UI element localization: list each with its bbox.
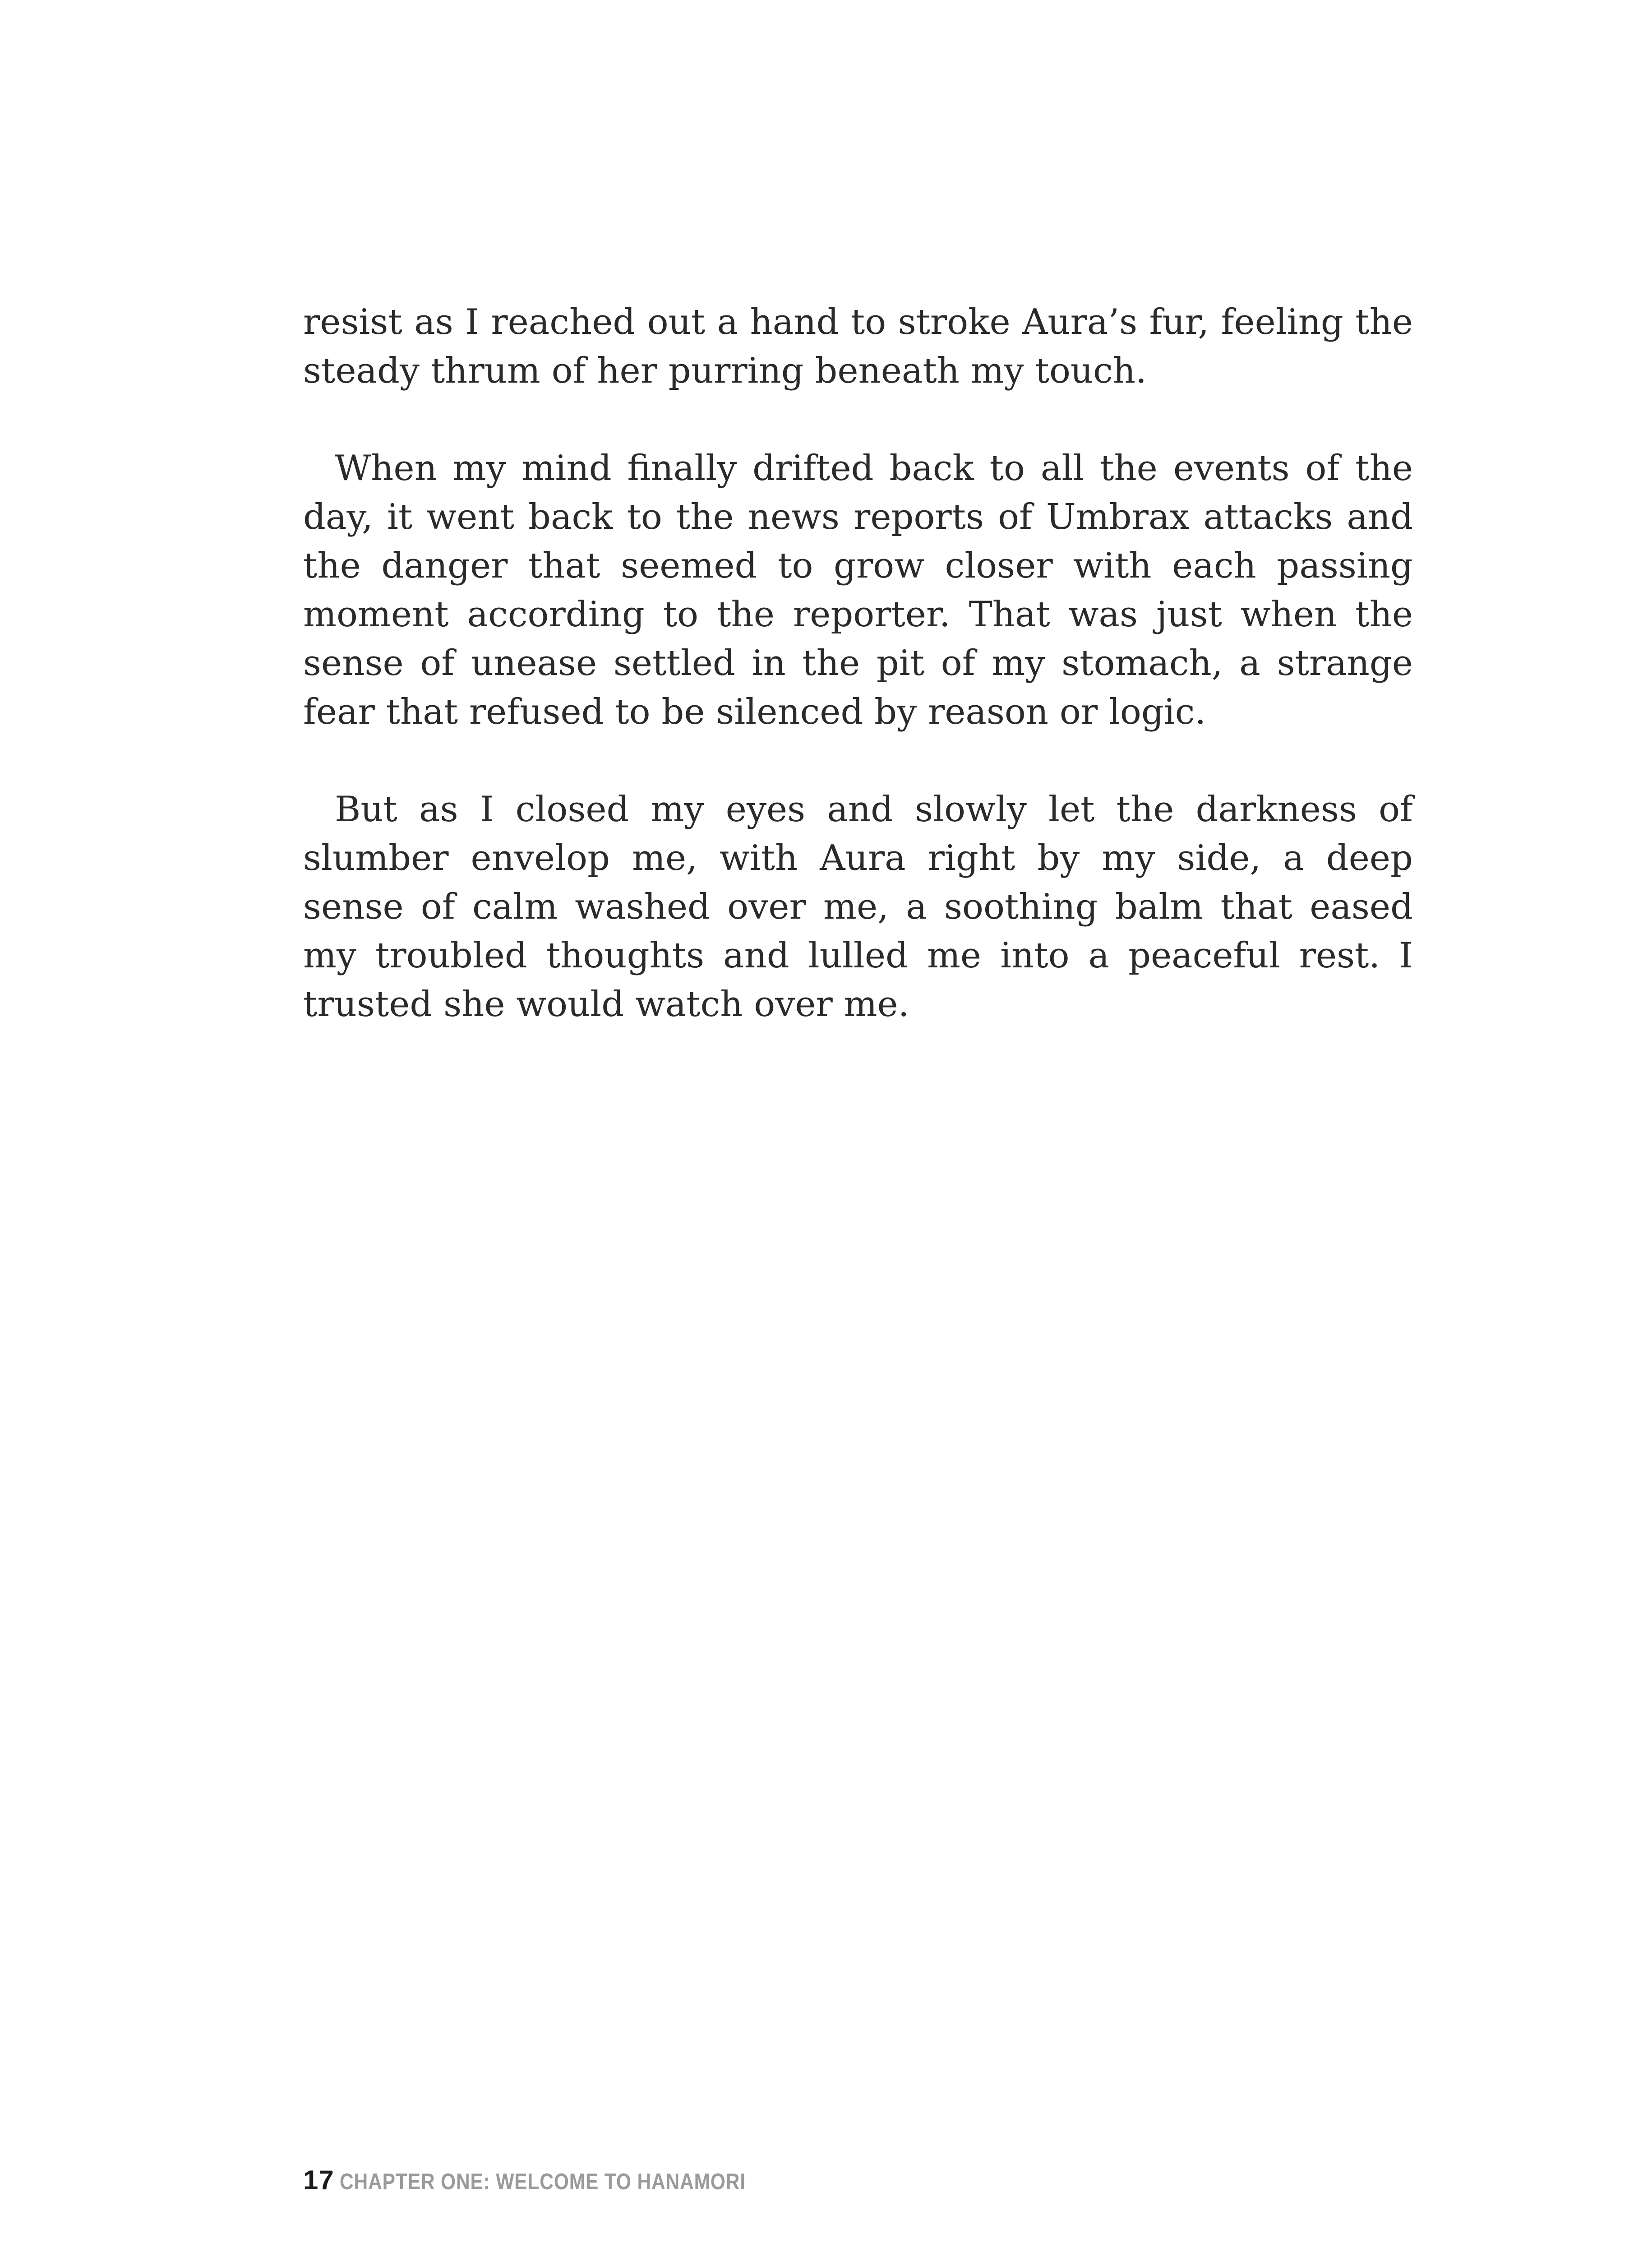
body-text [303, 298, 1413, 1029]
paragraph: When my mind finally drifted back to all the events of the day, it went back to the news reports of Umbrax attacks and the danger that seemed to grow closer with each passing moment according to the reporter. That was just when the sense of unease settled in the pit of my stomach, a strange fear that refused to be silenced by reason or logic. [303, 448, 1413, 732]
paragraph-continued: resist as I reached out a hand to stroke Aura’s fur, feeling the steady thrum of her purring beneath my touch. [303, 302, 1413, 391]
page-number: 17 [303, 2165, 334, 2195]
paragraph: But as I closed my eyes and slowly let the darkness of slumber envelop me, with Aura right by my side, a deep sense of calm washed over me, a soothing balm that eased my troubled thoughts and lulled me into a peaceful rest. I trusted she would watch over me. [303, 789, 1413, 1025]
running-head: CHAPTER ONE: WELCOME TO HANAMORI [339, 2169, 746, 2194]
page-footer [303, 2166, 817, 2196]
